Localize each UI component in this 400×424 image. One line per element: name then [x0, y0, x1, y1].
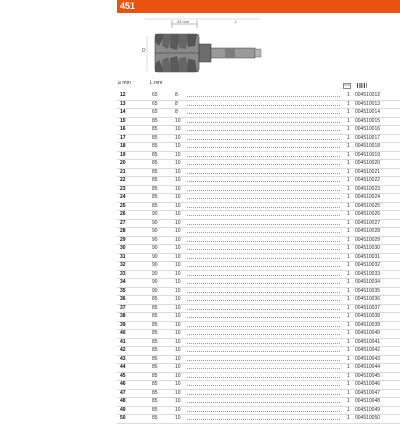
diameter-cell: 45: [120, 372, 126, 379]
diameter-cell: 23: [120, 185, 126, 192]
table-row: [117, 381, 400, 390]
length-cell: 90: [152, 253, 158, 260]
length-cell: 85: [152, 338, 158, 345]
article-code-cell: 004510042: [355, 347, 381, 353]
article-code-cell: 004510041: [355, 338, 381, 345]
article-code-cell: 004510012: [355, 92, 381, 98]
shank-cell: 10: [175, 228, 181, 234]
leader-dots: [187, 160, 340, 168]
table-row: [117, 152, 400, 161]
shank-dimension-label: 24 mm: [177, 19, 190, 24]
length-cell: 85: [152, 381, 158, 387]
quantity-cell: 1: [347, 109, 350, 115]
package-icon: [343, 82, 351, 89]
quantity-cell: 1: [347, 321, 350, 328]
quantity-cell: 1: [347, 151, 350, 158]
table-row: [117, 364, 400, 373]
quantity-cell: 1: [347, 194, 350, 200]
length-cell: 85: [152, 168, 158, 175]
leader-dots: [187, 322, 340, 330]
table-row: [117, 186, 400, 195]
shank-cell: 10: [175, 202, 181, 209]
quantity-cell: 1: [347, 313, 350, 319]
shank-cell: 10: [175, 313, 181, 319]
length-cell: 90: [152, 270, 158, 277]
diameter-cell: 19: [120, 151, 126, 158]
leader-dots: [187, 373, 340, 381]
quantity-cell: 1: [347, 296, 350, 302]
shank-cell: 10: [175, 211, 181, 217]
shank-cell: 10: [175, 126, 181, 132]
length-cell: 85: [152, 185, 158, 192]
diameter-cell: 22: [120, 177, 126, 183]
length-cell: 85: [152, 398, 158, 404]
table-row: [117, 220, 400, 229]
length-cell: 85: [152, 304, 158, 311]
shank-cell: 10: [175, 330, 181, 336]
shank-cell: 10: [175, 219, 181, 226]
quantity-cell: 1: [347, 134, 350, 141]
length-cell: 90: [152, 245, 158, 251]
article-code-cell: 004510023: [355, 185, 381, 192]
leader-dots: [187, 271, 340, 279]
shank-cell: 10: [175, 372, 181, 379]
quantity-cell: 1: [347, 364, 350, 370]
leader-dots: [187, 169, 340, 177]
length-cell: 85: [152, 415, 158, 421]
diameter-cell: 37: [120, 304, 126, 311]
leader-dots: [187, 118, 340, 126]
diameter-cell: 47: [120, 389, 126, 396]
diameter-cell: 14: [120, 109, 126, 115]
diameter-cell: 30: [120, 245, 126, 251]
diameter-cell: 32: [120, 262, 126, 268]
article-code-cell: 004510040: [355, 330, 381, 336]
length-column-header: L mm: [150, 80, 163, 86]
leader-dots: [187, 381, 340, 389]
shank-cell: 10: [175, 364, 181, 370]
diameter-cell: 17: [120, 134, 126, 141]
barcode-icon: [357, 82, 367, 89]
leader-dots: [187, 305, 340, 313]
length-cell: 85: [152, 347, 158, 353]
leader-dots: [187, 415, 340, 423]
length-cell: 90: [152, 262, 158, 268]
article-code-cell: 004510019: [355, 151, 381, 158]
leader-dots: [187, 279, 340, 287]
leader-dots: [187, 262, 340, 270]
leader-dots: [187, 330, 340, 338]
shank-cell: 10: [175, 296, 181, 302]
table-row: [117, 211, 400, 220]
leader-dots: [187, 288, 340, 296]
diameter-column-header: ⌀ mm: [118, 80, 131, 86]
leader-dots: [187, 245, 340, 253]
length-cell: 65: [152, 92, 158, 98]
diameter-cell: 26: [120, 211, 126, 217]
shank-cell: 10: [175, 185, 181, 192]
article-code-cell: 004510032: [355, 262, 381, 268]
length-cell: 85: [152, 355, 158, 362]
article-code-cell: 004510039: [355, 321, 381, 328]
quantity-cell: 1: [347, 415, 350, 421]
quantity-cell: 1: [347, 262, 350, 268]
quantity-cell: 1: [347, 177, 350, 183]
quantity-cell: 1: [347, 330, 350, 336]
shank-cell: 10: [175, 262, 181, 268]
diameter-cell: 38: [120, 313, 126, 319]
quantity-cell: 1: [347, 347, 350, 353]
leader-dots: [187, 390, 340, 398]
length-cell: 90: [152, 279, 158, 285]
shank-cell: 10: [175, 117, 181, 124]
length-cell: 85: [152, 313, 158, 319]
product-header-bar: [117, 0, 400, 13]
leader-dots: [187, 228, 340, 236]
quantity-cell: 1: [347, 160, 350, 166]
diameter-cell: 13: [120, 100, 126, 107]
article-code-cell: 004510048: [355, 398, 381, 404]
table-row: [117, 330, 400, 339]
length-cell: 85: [152, 177, 158, 183]
quantity-cell: 1: [347, 168, 350, 175]
article-code-cell: 004510025: [355, 202, 381, 209]
quantity-cell: 1: [347, 143, 350, 149]
leader-dots: [187, 143, 340, 151]
quantity-cell: 1: [347, 100, 350, 107]
diameter-cell: 42: [120, 347, 126, 353]
quantity-cell: 1: [347, 236, 350, 243]
leader-dots: [187, 186, 340, 194]
leader-dots: [187, 109, 340, 117]
table-row: [117, 262, 400, 271]
length-cell: 85: [152, 194, 158, 200]
diameter-cell: 31: [120, 253, 126, 260]
table-row: [117, 109, 400, 118]
shank-cell: 10: [175, 398, 181, 404]
leader-dots: [187, 177, 340, 185]
shank-cell: 10: [175, 321, 181, 328]
length-cell: 85: [152, 372, 158, 379]
length-cell: 65: [152, 109, 158, 115]
length-cell: 90: [152, 236, 158, 243]
table-row: [117, 398, 400, 407]
article-code-cell: 004510050: [355, 415, 381, 421]
leader-dots: [187, 101, 340, 109]
table-row: [117, 135, 400, 144]
product-table: [117, 92, 400, 424]
quantity-cell: 1: [347, 304, 350, 311]
diameter-cell: 24: [120, 194, 126, 200]
leader-dots: [187, 220, 340, 228]
table-row: [117, 313, 400, 322]
shank-cell: 10: [175, 143, 181, 149]
length-cell: 85: [152, 143, 158, 149]
article-code-cell: 004510024: [355, 194, 381, 200]
article-code-cell: 004510044: [355, 364, 381, 370]
leader-dots: [187, 135, 340, 143]
shank-cell: 10: [175, 160, 181, 166]
article-code-cell: 004510045: [355, 372, 381, 379]
table-row: [117, 339, 400, 348]
leader-dots: [187, 398, 340, 406]
leader-dots: [187, 237, 340, 245]
diameter-cell: 29: [120, 236, 126, 243]
quantity-cell: 1: [347, 406, 350, 413]
diameter-cell: 48: [120, 398, 126, 404]
article-code-cell: 004510017: [355, 134, 381, 141]
length-cell: 85: [152, 202, 158, 209]
diameter-cell: 25: [120, 202, 126, 209]
length-cell: 65: [152, 100, 158, 107]
shank-cell: 10: [175, 134, 181, 141]
diameter-cell: 20: [120, 160, 126, 166]
leader-dots: [187, 407, 340, 415]
length-cell: 85: [152, 126, 158, 132]
article-code-cell: 004510029: [355, 236, 381, 243]
shank-cell: 10: [175, 245, 181, 251]
diameter-cell: 40: [120, 330, 126, 336]
shank-cell: 10: [175, 347, 181, 353]
leader-dots: [187, 194, 340, 202]
diameter-cell: 33: [120, 270, 126, 277]
shank-cell: 10: [175, 381, 181, 387]
shank-cell: 8: [175, 92, 178, 98]
length-cell: 90: [152, 287, 158, 294]
diameter-cell: 46: [120, 381, 126, 387]
diameter-cell: 15: [120, 117, 126, 124]
leader-dots: [187, 126, 340, 134]
quantity-cell: 1: [347, 228, 350, 234]
article-code-cell: 004510037: [355, 304, 381, 311]
table-row: [117, 143, 400, 152]
length-cell: 85: [152, 389, 158, 396]
leader-dots: [187, 203, 340, 211]
diameter-cell: 41: [120, 338, 126, 345]
table-row: [117, 271, 400, 280]
length-cell: 85: [152, 321, 158, 328]
table-row: [117, 254, 400, 263]
quantity-cell: 1: [347, 389, 350, 396]
article-code-cell: 004510027: [355, 219, 381, 226]
article-code-cell: 004510043: [355, 355, 381, 362]
diameter-cell: 28: [120, 228, 126, 234]
diameter-cell: 16: [120, 126, 126, 132]
leader-dots: [187, 296, 340, 304]
quantity-cell: 1: [347, 117, 350, 124]
shank-cell: 10: [175, 355, 181, 362]
leader-dots: [187, 347, 340, 355]
table-row: [117, 228, 400, 237]
article-code-cell: 004510036: [355, 296, 381, 302]
table-row: [117, 101, 400, 110]
table-row: [117, 305, 400, 314]
diameter-cell: 35: [120, 287, 126, 294]
quantity-cell: 1: [347, 126, 350, 132]
shank-cell: 10: [175, 177, 181, 183]
leader-dots: [187, 254, 340, 262]
quantity-cell: 1: [347, 92, 350, 98]
quantity-cell: 1: [347, 398, 350, 404]
length-cell: 85: [152, 364, 158, 370]
quantity-cell: 1: [347, 185, 350, 192]
article-code-cell: 004510033: [355, 270, 381, 277]
quantity-cell: 1: [347, 355, 350, 362]
shank-cell: 10: [175, 415, 181, 421]
shank-cell: 10: [175, 304, 181, 311]
article-code-cell: 004510020: [355, 160, 381, 166]
table-row: [117, 237, 400, 246]
article-code-cell: 004510013: [355, 100, 381, 107]
table-row: [117, 203, 400, 212]
quantity-cell: 1: [347, 279, 350, 285]
diameter-cell: 34: [120, 279, 126, 285]
diameter-cell: 36: [120, 296, 126, 302]
table-row: [117, 126, 400, 135]
shank-cell: 10: [175, 338, 181, 345]
quantity-cell: 1: [347, 211, 350, 217]
quantity-cell: 1: [347, 202, 350, 209]
length-cell: 85: [152, 151, 158, 158]
quantity-cell: 1: [347, 219, 350, 226]
table-row: [117, 356, 400, 365]
shank-cell: 8: [175, 109, 178, 115]
length-cell: 85: [152, 160, 158, 166]
diameter-cell: 39: [120, 321, 126, 328]
table-row: [117, 407, 400, 416]
article-code-cell: 004510014: [355, 109, 381, 115]
table-row: [117, 296, 400, 305]
length-cell: 85: [152, 117, 158, 124]
table-row: [117, 415, 400, 424]
leader-dots: [187, 364, 340, 372]
leader-dots: [187, 211, 340, 219]
diameter-cell: 49: [120, 406, 126, 413]
quantity-cell: 1: [347, 381, 350, 387]
article-code-cell: 004510034: [355, 279, 381, 285]
leader-dots: [187, 92, 340, 100]
shank-cell: 8: [175, 100, 178, 107]
article-code-cell: 004510016: [355, 126, 381, 132]
table-row: [117, 322, 400, 331]
length-cell: 85: [152, 330, 158, 336]
leader-dots: [187, 356, 340, 364]
table-row: [117, 373, 400, 382]
quantity-cell: 1: [347, 372, 350, 379]
table-row: [117, 279, 400, 288]
table-row: [117, 92, 400, 101]
diameter-cell: 18: [120, 143, 126, 149]
table-row: [117, 118, 400, 127]
article-code-cell: 004510018: [355, 143, 381, 149]
leader-dots: [187, 313, 340, 321]
shank-cell: 10: [175, 194, 181, 200]
shank-cell: 10: [175, 270, 181, 277]
table-row: [117, 245, 400, 254]
leader-dots: [187, 152, 340, 160]
leader-dots: [187, 339, 340, 347]
table-row: [117, 390, 400, 399]
article-code-cell: 004510028: [355, 228, 381, 234]
diameter-cell: 43: [120, 355, 126, 362]
length-cell: 85: [152, 296, 158, 302]
diameter-cell: 50: [120, 415, 126, 421]
article-code-cell: 004510015: [355, 117, 381, 124]
article-code-cell: 004510047: [355, 389, 381, 396]
article-code-cell: 004510026: [355, 211, 381, 217]
shank-cell: 10: [175, 287, 181, 294]
diameter-cell: 12: [120, 92, 126, 98]
product-code: 451: [120, 1, 136, 11]
length-cell: 85: [152, 134, 158, 141]
shank-cell: 10: [175, 389, 181, 396]
article-code-cell: 004510021: [355, 168, 381, 175]
table-row: [117, 169, 400, 178]
quantity-cell: 1: [347, 338, 350, 345]
table-row: [117, 288, 400, 297]
length-cell: 90: [152, 219, 158, 226]
diameter-cell: 27: [120, 219, 126, 226]
article-code-cell: 004510038: [355, 313, 381, 319]
shank-cell: 10: [175, 168, 181, 175]
quantity-cell: 1: [347, 245, 350, 251]
table-row: [117, 194, 400, 203]
shank-cell: 10: [175, 279, 181, 285]
quantity-cell: 1: [347, 287, 350, 294]
table-row: [117, 177, 400, 186]
length-cell: 90: [152, 211, 158, 217]
diameter-cell: 44: [120, 364, 126, 370]
article-code-cell: 004510035: [355, 287, 381, 294]
article-code-cell: 004510046: [355, 381, 381, 387]
shank-cell: 10: [175, 236, 181, 243]
shank-cell: 10: [175, 253, 181, 260]
diameter-cell: 21: [120, 168, 126, 175]
article-code-cell: 004510030: [355, 245, 381, 251]
length-cell: 85: [152, 406, 158, 413]
length-dimension-label: L: [235, 19, 238, 24]
article-code-cell: 004510049: [355, 406, 381, 413]
table-row: [117, 160, 400, 169]
article-code-cell: 004510031: [355, 253, 381, 260]
shank-cell: 10: [175, 406, 181, 413]
table-row: [117, 347, 400, 356]
shank-cell: 10: [175, 151, 181, 158]
quantity-cell: 1: [347, 270, 350, 277]
length-cell: 90: [152, 228, 158, 234]
article-code-cell: 004510022: [355, 177, 381, 183]
quantity-cell: 1: [347, 253, 350, 260]
hole-cutter-illustration: [135, 16, 265, 76]
diameter-dimension-label: D: [142, 48, 146, 54]
